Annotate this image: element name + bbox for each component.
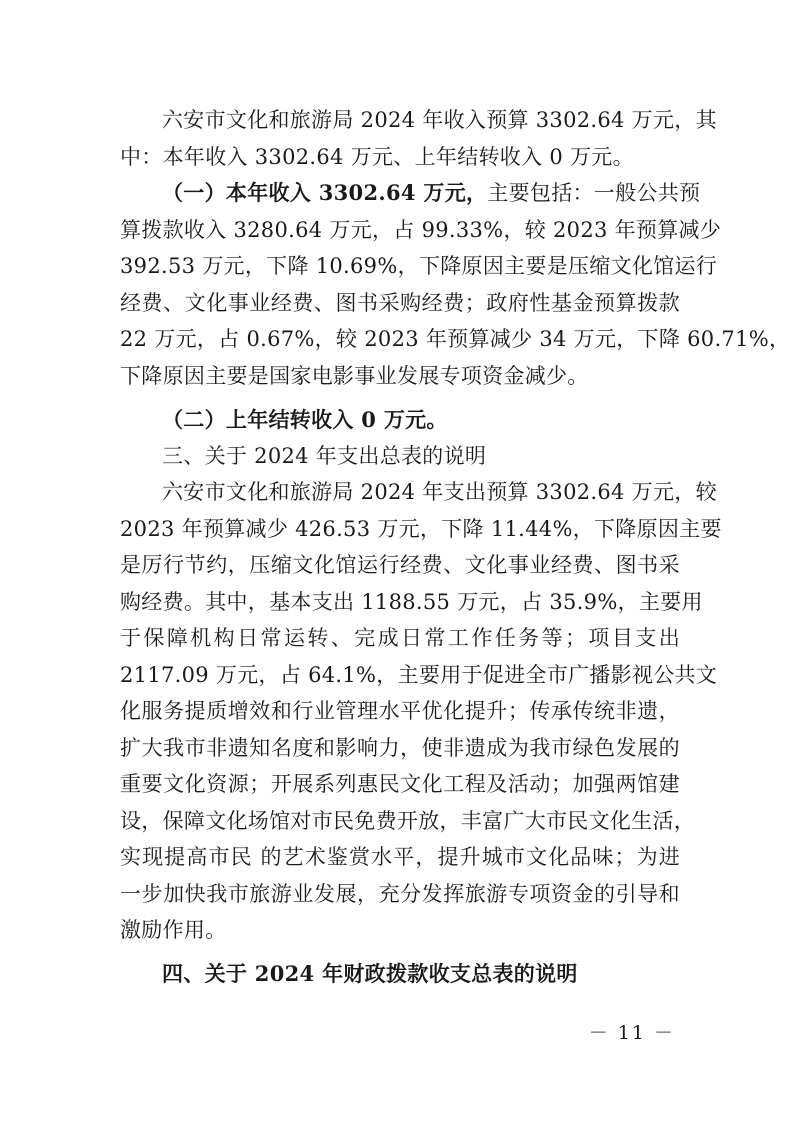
- text-line: 2023 年预算减少 426.53 万元，下降 11.44%，下降原因主要: [120, 516, 722, 541]
- text-line: 中：本年收入 3302.64 万元、上年结转收入 0 万元。: [120, 144, 634, 169]
- section3-paragraph: [120, 474, 722, 949]
- text-line: 一步加快我市旅游业发展，充分发挥旅游专项资金的引导和: [120, 881, 680, 906]
- text-line: 2117.09 万元，占 64.1%，主要用于促进全市广播影视公共文: [120, 662, 718, 687]
- carryover-heading: （二）上年结转收入 0 万元。: [162, 407, 448, 432]
- intro-paragraph: [120, 102, 717, 175]
- text-line: 扩大我市非遗知名度和影响力，使非遗成为我市绿色发展的: [120, 735, 680, 760]
- text-line: 化服务提质增效和行业管理水平优化提升；传承传统非遗，: [120, 699, 680, 723]
- text-line: 六安市文化和旅游局 2024 年收入预算 3302.64 万元，其: [162, 108, 717, 132]
- section3-heading: 三、关于 2024 年支出总表的说明: [162, 444, 487, 468]
- text-line: [120, 175, 701, 212]
- section4-heading: 四、关于 2024 年财政拨款收支总表的说明: [162, 961, 578, 986]
- income-text: 主要包括：一般公共预: [487, 181, 701, 205]
- text-line: 实现提高市民 的艺术鉴赏水平，提升城市文化品味；为进: [120, 845, 680, 869]
- text-line: 激励作用。: [120, 918, 227, 942]
- income-paragraph: [120, 175, 791, 394]
- text-line: 于保障机构日常运转、完成日常工作任务等；项目支出: [120, 626, 680, 650]
- text-line: 购经费。其中，基本支出 1188.55 万元，占 35.9%，主要用: [120, 589, 703, 614]
- text-line: 算拨款收入 3280.64 万元，占 99.33%，较 2023 年预算减少: [120, 217, 722, 242]
- text-line: 22 万元，占 0.67%，较 2023 年预算减少 34 万元，下降 60.71%，: [120, 327, 791, 351]
- text-line: 重要文化资源；开展系列惠民文化工程及活动；加强两馆建: [120, 772, 680, 796]
- text-line: 是厉行节约，压缩文化馆运行经费、文化事业经费、图书采: [120, 553, 680, 577]
- text-line: 六安市文化和旅游局 2024 年支出预算 3302.64 万元，较: [162, 480, 717, 504]
- text-line: 392.53 万元，下降 10.69%，下降原因主要是压缩文化馆运行: [120, 254, 718, 278]
- page-number: － 11 －: [588, 1022, 675, 1044]
- text-line: 经费、文化事业经费、图书采购经费；政府性基金预算拨款: [120, 290, 680, 315]
- text-line: 下降原因主要是国家电影事业发展专项资金减少。: [120, 363, 589, 388]
- income-heading: （一）本年收入 3302.64 万元，: [162, 180, 488, 205]
- text-line: 设，保障文化场馆对市民免费开放，丰富广大市民文化生活，: [120, 808, 696, 833]
